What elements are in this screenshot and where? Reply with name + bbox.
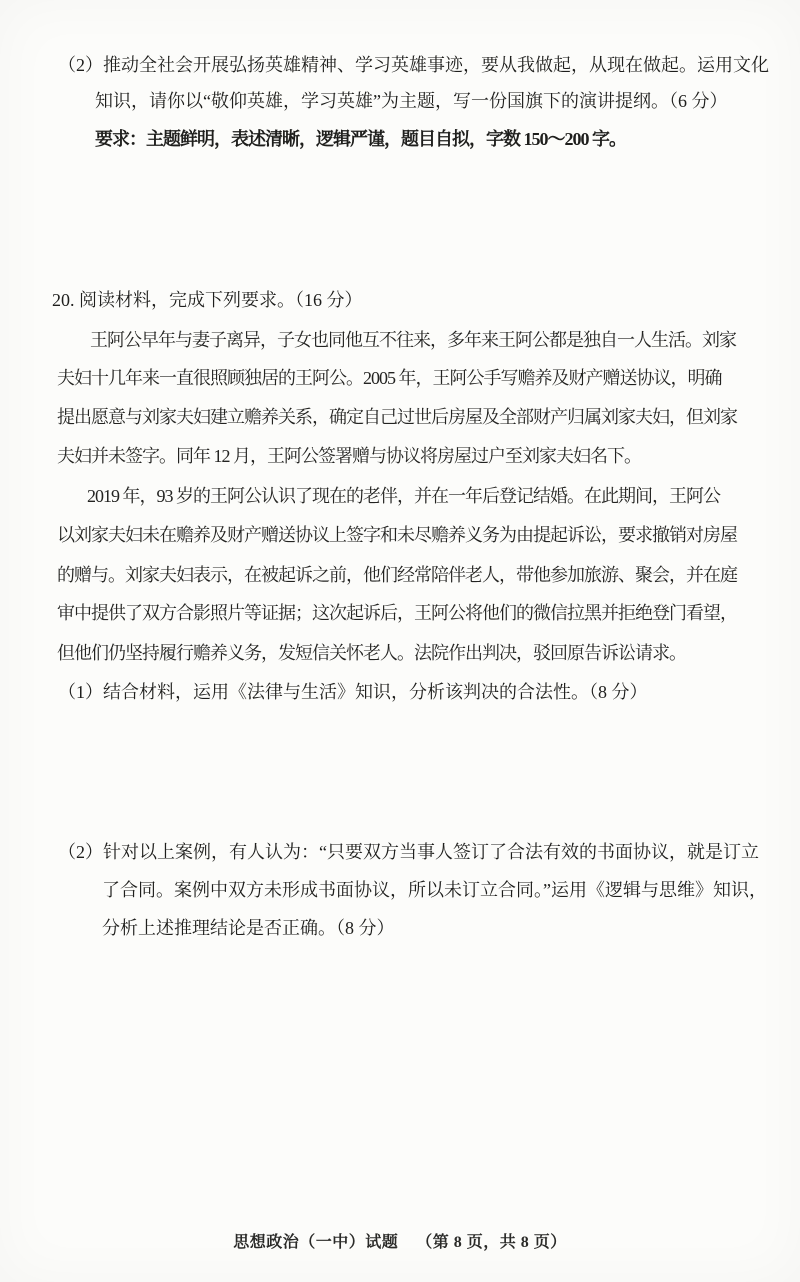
q20-material-para2-line-5: 但他们仍坚持履行赡养义务，发短信关怀老人。法院作出判决，驳回原告诉讼请求。 bbox=[57, 643, 686, 663]
q20-sub-question-2-line-2: 了合同。案例中双方未形成书面协议，所以未订立合同。”运用《逻辑与思维》知识， bbox=[102, 880, 767, 900]
q20-material-para1-line-2: 夫妇十几年来一直很照顾独居的王阿公。2005 年，王阿公手写赡养及财产赠送协议，明确 bbox=[57, 368, 722, 388]
footer-page-number: （第 8 页，共 8 页） bbox=[416, 1234, 567, 1251]
q20-sub-question-2-line-1: （2）针对以上案例，有人认为：“只要双方当事人签订了合法有效的书面协议，就是订立 bbox=[58, 842, 759, 862]
q20-material-para2-line-2: 以刘家夫妇未在赡养及财产赠送协议上签字和未尽赡养义务为由提起诉讼，要求撤销对房屋 bbox=[57, 525, 737, 545]
q19-part2-requirement: 要求：主题鲜明，表述清晰，逻辑严谨，题目自拟，字数 150～200 字。 bbox=[95, 129, 626, 149]
q20-material-para1-line-3: 提出愿意与刘家夫妇建立赡养关系，确定自己过世后房屋及全部财产归属刘家夫妇，但刘家 bbox=[57, 407, 737, 427]
q20-sub-question-1: （1）结合材料，运用《法律与生活》知识，分析该判决的合法性。（8 分） bbox=[58, 682, 648, 702]
q20-material-para1-line-4: 夫妇并未签字。同年 12 月，王阿公签署赠与协议将房屋过户至刘家夫妇名下。 bbox=[57, 446, 641, 466]
q20-material-para2-line-4: 审中提供了双方合影照片等证据；这次起诉后，王阿公将他们的微信拉黑并拒绝登门看望， bbox=[57, 603, 737, 623]
page-footer bbox=[0, 1223, 800, 1263]
q19-part2-line-1: （2）推动全社会开展弘扬英雄精神、学习英雄事迹，要从我做起，从现在做起。运用文化 bbox=[58, 55, 769, 75]
q20-material-para1-line-1: 王阿公早年与妻子离异，子女也同他互不往来，多年来王阿公都是独自一人生活。刘家 bbox=[90, 330, 736, 350]
q20-material-para2-line-3: 的赠与。刘家夫妇表示，在被起诉之前，他们经常陪伴老人，带他参加旅游、聚会，并在庭 bbox=[57, 565, 737, 585]
q20-sub-question-2-line-3: 分析上述推理结论是否正确。（8 分） bbox=[102, 918, 395, 938]
q20-stem: 20. 阅读材料，完成下列要求。（16 分） bbox=[52, 290, 363, 310]
footer-paper-title: 思想政治（一中）试题 bbox=[233, 1234, 399, 1251]
q19-part2-line-2: 知识，请你以“敬仰英雄，学习英雄”为主题，写一份国旗下的演讲提纲。（6 分） bbox=[95, 91, 728, 111]
q20-material-para2-line-1: 2019 年，93 岁的王阿公认识了现在的老伴，并在一年后登记结婚。在此期间，王阿公 bbox=[87, 486, 720, 506]
